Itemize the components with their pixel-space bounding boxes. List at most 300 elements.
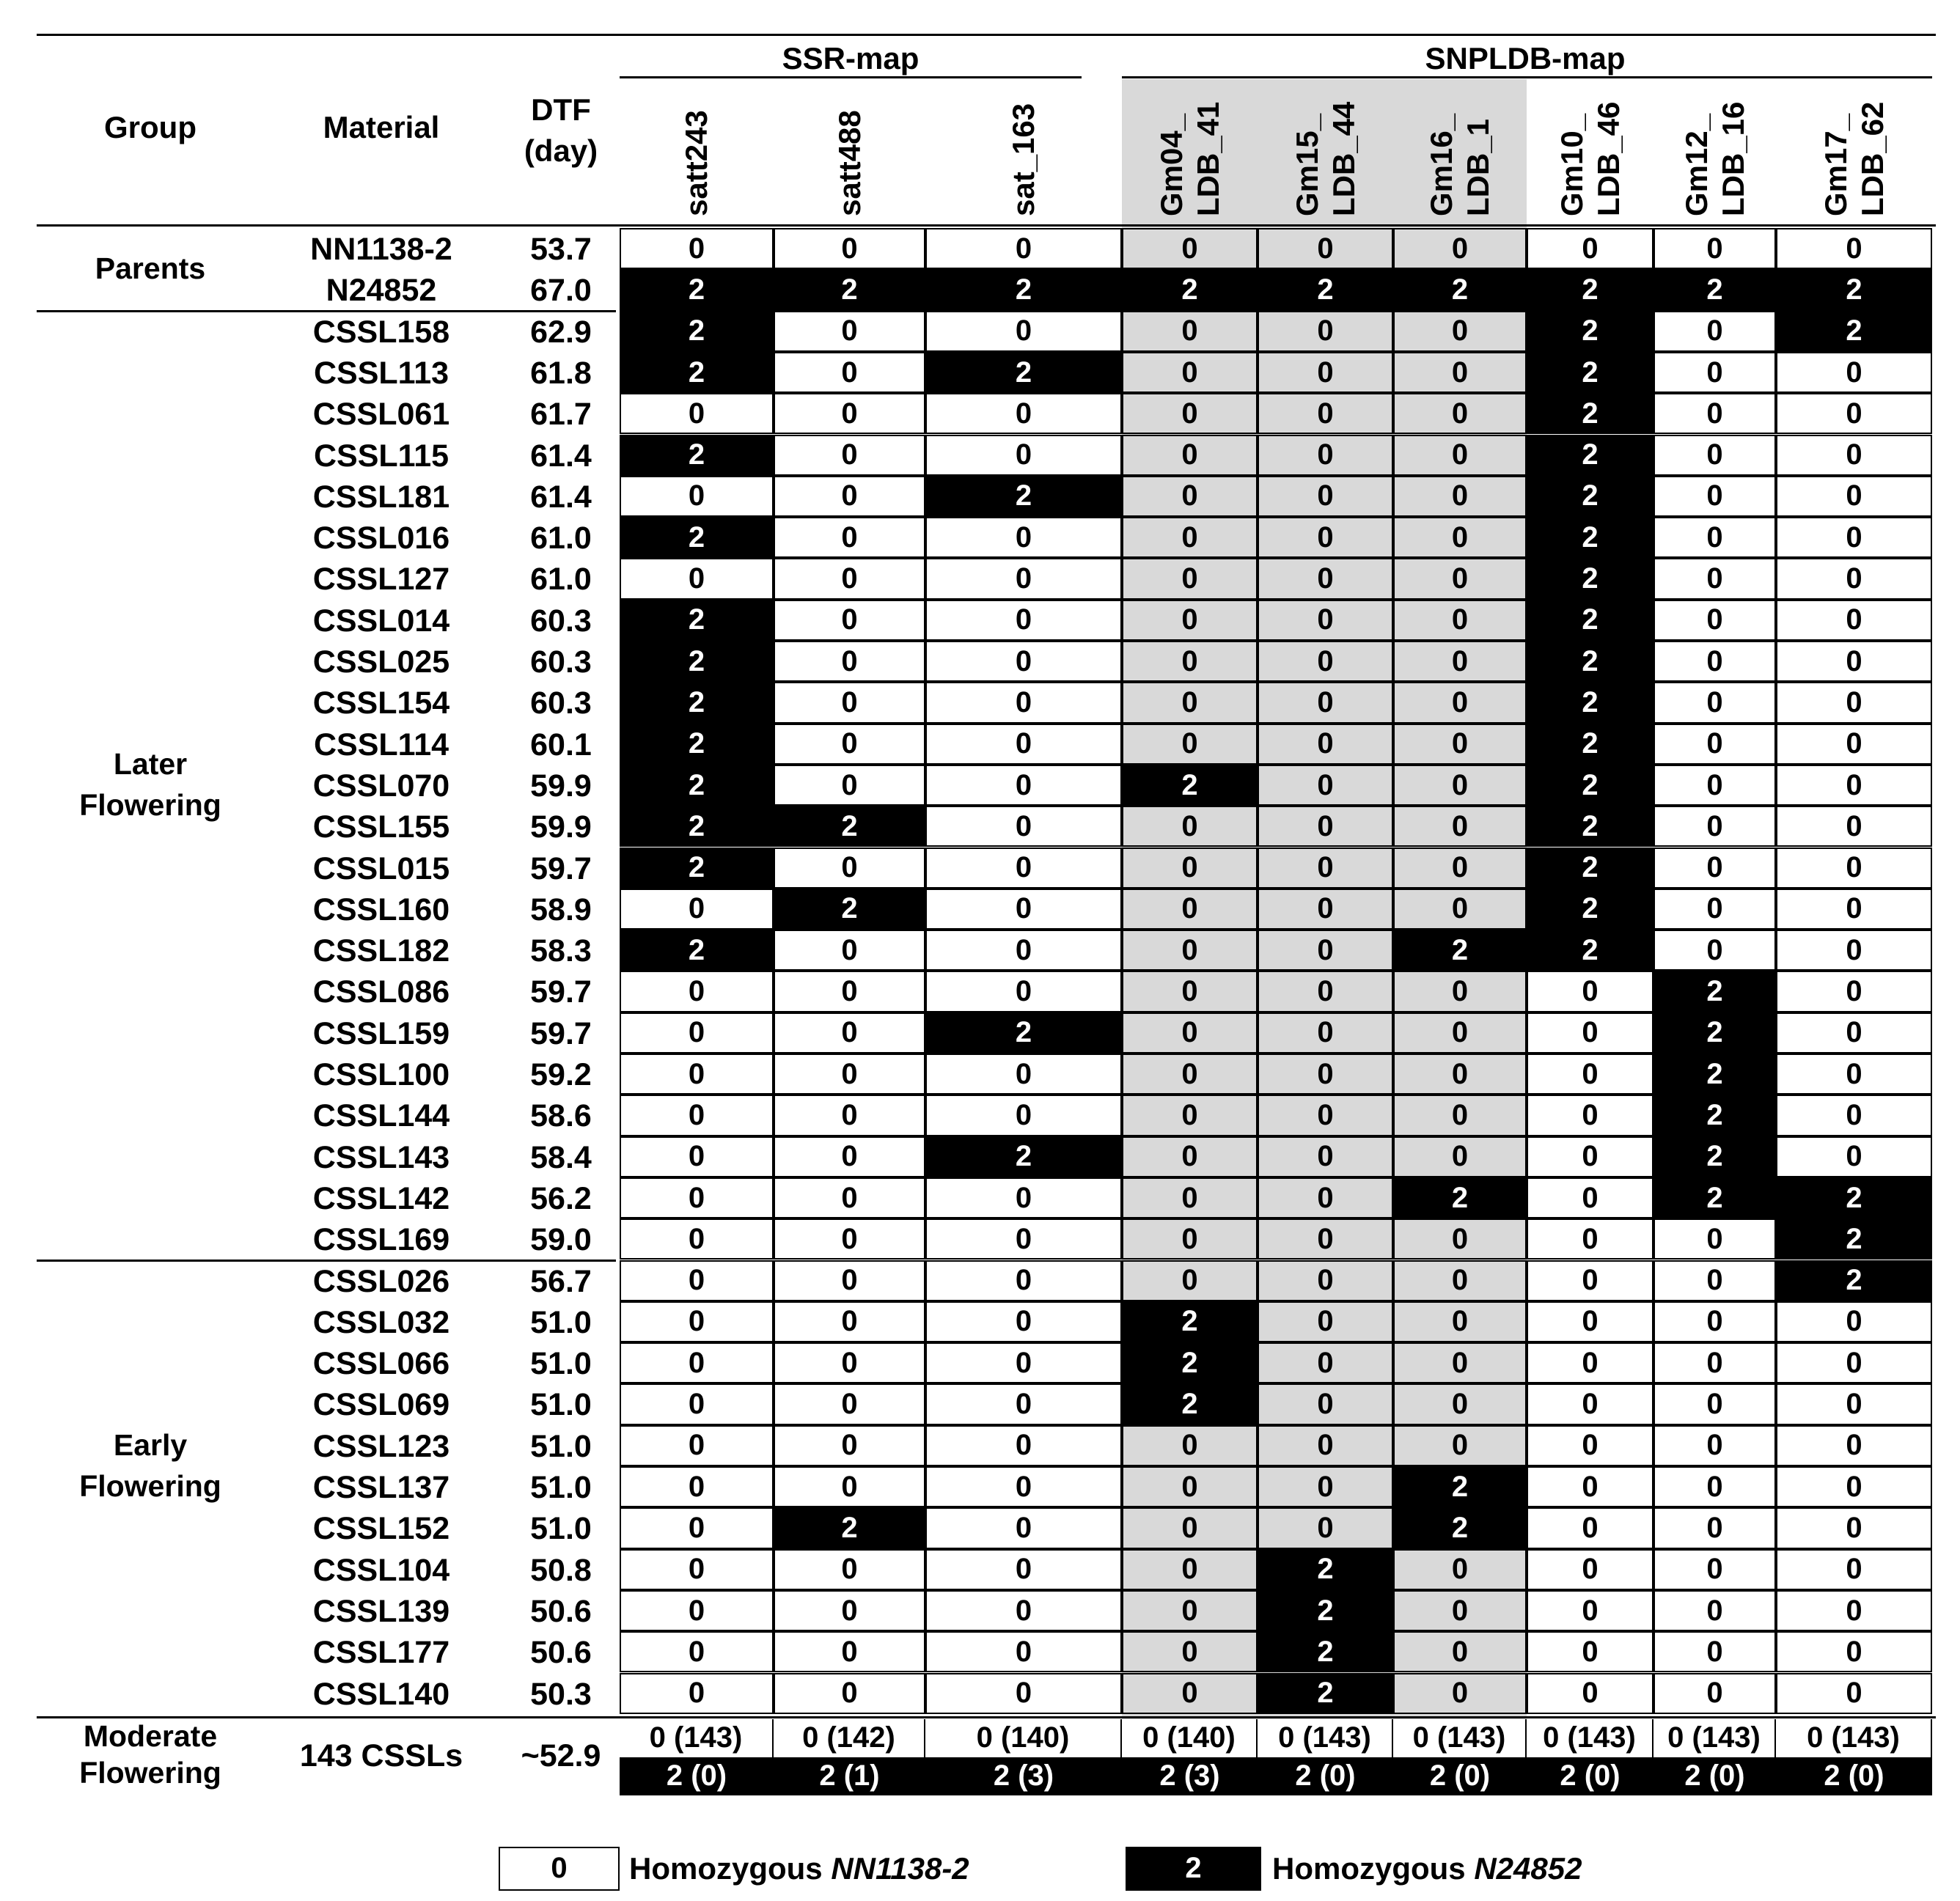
genotype-cell: 2 [620,806,774,847]
genotype-cell: 0 [1122,228,1258,269]
genotype-cell: 0 [1393,682,1527,723]
marker-label-line: LDB_46 [1590,101,1626,216]
genotype-cell: 0 [620,1218,774,1260]
genotype-cell: 0 [1393,1673,1527,1714]
genotype-cell: 0 [620,1260,774,1301]
genotype-cell: 2 [774,889,925,930]
genotype-cell: 0 [1258,1177,1393,1218]
genotype-cell: 0 [1258,682,1393,723]
material-name: NN1138-2 [310,232,452,267]
genotype-cell: 0 [1258,1012,1393,1054]
genotype-cell: 0 [1258,806,1393,847]
genotype-cell: 0 [1653,1260,1776,1301]
genotype-cell: 0 [1653,682,1776,723]
genotype-cell: 0 [1653,558,1776,599]
marker-label-line: Gm10_ [1554,113,1589,216]
header-bottom-rule [37,224,1936,227]
genotype-cell: 0 [1122,1549,1258,1590]
genotype-cell: 0 [1258,1466,1393,1507]
genotype-cell: 2 [620,269,774,310]
genotype-cell: 2 [1776,269,1932,310]
genotype-cell: 2 [1527,269,1653,310]
genotype-cell: 0 [1527,1136,1653,1177]
genotype-cell: 0 [1776,1342,1932,1383]
genotype-cell: 0 [1653,1301,1776,1342]
genotype-cell: 2 [925,1136,1122,1177]
genotype-cell: 0 [1527,1507,1653,1548]
dtf-value: 56.7 [530,1263,592,1299]
legend-label-2 [1272,1851,1582,1886]
genotype-cell: 0 [1122,1631,1258,1672]
genotype-cell: 2 [925,1012,1122,1054]
dtf-value: 58.6 [530,1098,592,1134]
legend-swatch-0: 0 [499,1847,620,1891]
summary-count-0: 0 (140) [925,1719,1122,1757]
genotype-cell: 0 [1122,1218,1258,1260]
genotype-cell: 0 [774,1177,925,1218]
genotype-cell: 0 [620,889,774,930]
genotype-cell: 0 [620,1012,774,1054]
genotype-cell: 0 [1776,558,1932,599]
group-label-line: Parents [95,251,206,286]
genotype-cell: 0 [1527,1260,1653,1301]
genotype-cell: 0 [1776,806,1932,847]
genotype-cell: 0 [620,558,774,599]
genotype-cell: 0 [774,641,925,682]
material-name: CSSL123 [312,1428,450,1464]
header-material: Material [323,110,440,144]
genotype-cell: 0 [1653,228,1776,269]
genotype-cell: 0 [1122,1507,1258,1548]
genotype-cell: 0 [1653,847,1776,889]
header-dtf-line1: DTF [531,92,591,127]
marker-label-line: LDB_62 [1854,101,1890,216]
material-name: CSSL014 [312,603,450,639]
material-name: CSSL159 [312,1015,450,1051]
genotype-cell: 0 [1122,889,1258,930]
genotype-cell: 0 [1653,641,1776,682]
genotype-cell: 2 [1653,269,1776,310]
genotype-cell: 2 [1653,1054,1776,1095]
genotype-cell: 0 [620,1673,774,1714]
genotype-cell: 0 [925,517,1122,558]
genotype-cell: 0 [1122,600,1258,641]
genotype-cell: 0 [1393,393,1527,434]
genotype-cell: 2 [1653,1012,1776,1054]
header-dtf [506,89,616,172]
genotype-cell: 2 [1527,724,1653,765]
material-name: CSSL015 [312,850,450,886]
marker-label [678,110,715,216]
genotype-cell: 2 [1776,1177,1932,1218]
group-label [44,248,257,289]
genotype-cell: 0 [774,1425,925,1466]
genotype-cell: 0 [774,1673,925,1714]
dtf-value: 51.0 [530,1470,592,1505]
genotype-cell: 2 [1393,1466,1527,1507]
material-name: CSSL177 [312,1635,450,1671]
genotype-cell: 0 [1527,1177,1653,1218]
genotype-cell: 0 [925,435,1122,476]
genotype-cell: 0 [1258,1301,1393,1342]
genotype-cell: 0 [1776,1095,1932,1136]
genotype-cell: 2 [1393,1507,1527,1548]
legend-swatch-2: 2 [1126,1847,1261,1891]
genotype-cell: 0 [620,1590,774,1631]
genotype-cell: 0 [1653,1425,1776,1466]
genotype-cell: 2 [620,641,774,682]
genotype-cell: 0 [1527,1218,1653,1260]
genotype-cell: 0 [1122,1260,1258,1301]
marker-label-line: LDB_44 [1326,101,1361,216]
genotype-cell: 0 [1122,724,1258,765]
genotype-cell: 0 [774,558,925,599]
genotype-cell: 2 [620,930,774,971]
genotype-cell: 0 [1776,1631,1932,1672]
genotype-cell: 0 [925,765,1122,806]
material-name: CSSL086 [312,974,450,1010]
material-name: CSSL100 [312,1057,450,1092]
genotype-cell: 0 [774,971,925,1012]
material-name: CSSL140 [312,1676,450,1712]
genotype-cell: 0 [925,1342,1122,1383]
legend-label-0 [629,1851,969,1886]
genotype-cell: 0 [1122,1673,1258,1714]
material-name: CSSL025 [312,644,450,680]
genotype-cell: 0 [1776,1590,1932,1631]
top-rule [37,34,1936,36]
genotype-cell: 0 [1653,930,1776,971]
genotype-cell: 0 [1122,930,1258,971]
group-label-line: Flowering [79,788,221,823]
genotype-cell: 0 [774,1466,925,1507]
genotype-cell: 0 [1393,1549,1527,1590]
marker-label [1818,102,1891,216]
dtf-value: 50.6 [530,1635,592,1671]
genotype-cell: 0 [620,476,774,517]
genotype-cell: 0 [774,517,925,558]
genotype-cell: 0 [1776,641,1932,682]
genotype-cell: 0 [1776,1301,1932,1342]
genotype-cell: 0 [620,1342,774,1383]
marker-label-line: Gm15_ [1289,113,1324,216]
summary-count-0: 0 (143) [620,1719,774,1757]
genotype-cell: 0 [774,435,925,476]
genotype-cell: 2 [774,269,925,310]
material-name: CSSL026 [312,1263,450,1299]
dtf-value: 67.0 [530,273,592,309]
genotype-cell: 0 [1653,889,1776,930]
dtf-value: 62.9 [530,314,592,350]
marker-label-line: Gm17_ [1818,113,1853,216]
summary-count-2: 2 (0) [1776,1757,1932,1795]
genotype-cell: 2 [1122,765,1258,806]
genotype-cell: 0 [1653,476,1776,517]
genotype-cell: 2 [1122,1342,1258,1383]
dtf-value: 53.7 [530,232,592,267]
genotype-cell: 0 [1258,1507,1393,1548]
material-name: CSSL160 [312,891,450,927]
summary-count-2: 2 (3) [1122,1757,1258,1795]
genotype-cell: 0 [774,724,925,765]
genotype-cell: 0 [925,1590,1122,1631]
material-name: CSSL144 [312,1098,450,1134]
genotype-cell: 0 [774,352,925,393]
genotype-cell: 2 [1653,1136,1776,1177]
genotype-cell: 0 [1653,1342,1776,1383]
genotype-cell: 0 [1653,393,1776,434]
genotype-cell: 0 [925,641,1122,682]
genotype-cell: 0 [1393,1136,1527,1177]
genotype-cell: 0 [1122,1054,1258,1095]
genotype-cell: 2 [1653,971,1776,1012]
genotype-cell: 0 [1393,228,1527,269]
genotype-cell: 2 [1527,600,1653,641]
genotype-cell: 0 [1776,600,1932,641]
genotype-cell: 0 [1776,1549,1932,1590]
genotype-cell: 0 [1393,311,1527,352]
genotype-cell: 2 [1122,1383,1258,1424]
genotype-cell: 0 [1527,1342,1653,1383]
genotype-cell: 2 [1527,682,1653,723]
material-name: CSSL182 [312,933,450,969]
summary-count-2: 2 (0) [1653,1757,1776,1795]
genotype-cell: 0 [1776,682,1932,723]
group-label-moderate [44,1718,257,1791]
genotype-cell: 0 [1776,724,1932,765]
genotype-cell: 0 [1122,435,1258,476]
genotype-cell: 0 [925,682,1122,723]
genotype-cell: 0 [925,1095,1122,1136]
dtf-value: 61.4 [530,479,592,515]
legend-text: Homozygous [629,1850,832,1886]
genotype-cell: 0 [1776,971,1932,1012]
genotype-cell: 0 [925,930,1122,971]
marker-label [1153,102,1227,216]
genotype-cell: 0 [1527,1383,1653,1424]
material-name: CSSL016 [312,521,450,556]
legend-parent: NN1138-2 [831,1850,969,1886]
material-name: 143 CSSLs [299,1738,463,1773]
material-name: CSSL137 [312,1470,450,1505]
genotype-cell: 0 [620,1054,774,1095]
genotype-cell: 0 [1393,476,1527,517]
genotype-cell: 0 [1258,393,1393,434]
dtf-value: 61.7 [530,397,592,433]
genotype-cell: 0 [1653,724,1776,765]
group-label-line: Flowering [79,1469,221,1503]
genotype-cell: 0 [925,1631,1122,1672]
genotype-cell: 0 [774,1260,925,1301]
summary-count-2: 2 (3) [925,1757,1122,1795]
group-label [44,1424,257,1507]
marker-label [1423,114,1497,216]
material-name: CSSL142 [312,1180,450,1216]
marker-label [1289,102,1362,216]
legend-text: Homozygous [1272,1850,1475,1886]
genotype-cell: 0 [925,228,1122,269]
dtf-value: 59.9 [530,768,592,804]
genotype-cell: 0 [1527,1425,1653,1466]
marker-label [1678,102,1752,216]
group-label-line: Early [113,1428,188,1462]
genotype-cell: 0 [1258,1054,1393,1095]
genotype-cell: 0 [925,889,1122,930]
genotype-cell: 0 [1393,971,1527,1012]
dtf-value: 50.8 [530,1552,592,1588]
genotype-cell: 0 [1653,352,1776,393]
genotype-cell: 2 [1527,517,1653,558]
genotype-cell: 0 [620,1136,774,1177]
genotype-cell: 0 [1258,930,1393,971]
genotype-cell: 0 [1258,352,1393,393]
genotype-cell: 0 [1393,1218,1527,1260]
genotype-cell: 0 [774,228,925,269]
dtf-value: 61.0 [530,521,592,556]
material-name: CSSL061 [312,397,450,433]
dtf-value: ~52.9 [521,1738,601,1773]
genotype-cell: 0 [1122,558,1258,599]
genotype-cell: 0 [1393,352,1527,393]
marker-label [1005,103,1042,216]
dtf-value: 51.0 [530,1428,592,1464]
genotype-cell: 0 [925,1673,1122,1714]
genotype-cell: 2 [1527,889,1653,930]
genotype-cell: 0 [620,1301,774,1342]
genotype-cell: 0 [925,971,1122,1012]
genotype-cell: 0 [1653,1673,1776,1714]
genotype-cell: 0 [1527,1012,1653,1054]
material-name: CSSL115 [313,438,449,474]
genotype-cell: 0 [925,600,1122,641]
genotype-cell: 0 [1527,1301,1653,1342]
genotype-cell: 2 [1527,930,1653,971]
genotype-cell: 0 [1393,1260,1527,1301]
genotype-cell: 0 [1527,1590,1653,1631]
dtf-value: 61.8 [530,355,592,391]
genotype-cell: 0 [1653,765,1776,806]
dtf-value: 61.0 [530,562,592,597]
marker-label-line: satt488 [832,110,867,216]
genotype-cell: 0 [620,1507,774,1548]
genotype-cell: 0 [1393,889,1527,930]
genotype-cell: 0 [925,847,1122,889]
genotype-cell: 0 [925,1425,1122,1466]
genotype-cell: 0 [1393,435,1527,476]
genotype-cell: 0 [1776,228,1932,269]
genotype-cell: 2 [1776,311,1932,352]
dtf-value: 58.4 [530,1139,592,1175]
dtf-value: 51.0 [530,1346,592,1382]
group-label [44,743,257,826]
genotype-cell: 2 [925,269,1122,310]
genotype-cell: 2 [1653,1177,1776,1218]
summary-count-2: 2 (0) [620,1757,774,1795]
genotype-cell: 2 [620,682,774,723]
genotype-cell: 0 [1527,1466,1653,1507]
genotype-cell: 0 [774,682,925,723]
genotype-cell: 0 [925,1054,1122,1095]
marker-label-line: satt243 [679,110,713,216]
genotype-cell: 0 [1393,1301,1527,1342]
genotype-cell: 0 [1393,517,1527,558]
genotype-cell: 0 [620,1425,774,1466]
genotype-cell: 0 [1393,641,1527,682]
genotype-cell: 0 [1393,1590,1527,1631]
genotype-cell: 2 [1776,1218,1932,1260]
genotype-cell: 0 [1653,806,1776,847]
genotype-cell: 0 [620,1383,774,1424]
summary-count-0: 0 (143) [1258,1719,1393,1757]
summary-count-0: 0 (142) [774,1719,925,1757]
genotype-cell: 2 [620,600,774,641]
material-name: CSSL070 [312,768,450,804]
summary-count-0: 0 (143) [1393,1719,1527,1757]
genotype-cell: 0 [1258,228,1393,269]
dtf-value: 60.1 [530,727,592,762]
material-name: CSSL152 [312,1511,450,1547]
genotype-cell: 0 [620,971,774,1012]
genotype-cell: 0 [1776,476,1932,517]
genotype-cell: 0 [1393,558,1527,599]
genotype-cell: 0 [925,1383,1122,1424]
marker-label-line: sat_163 [1006,103,1040,216]
genotype-cell: 0 [774,1549,925,1590]
genotype-cell: 0 [1122,1012,1258,1054]
genotype-cell: 0 [774,600,925,641]
genotype-cell: 0 [1776,393,1932,434]
genotype-cell: 0 [1122,971,1258,1012]
genotype-cell: 0 [925,558,1122,599]
header-dtf-line2: (day) [524,133,598,168]
genotype-cell: 0 [1258,847,1393,889]
genotype-cell: 2 [1527,558,1653,599]
genotype-cell: 0 [925,1507,1122,1548]
genotype-cell: 2 [1258,1631,1393,1672]
genotype-cell: 2 [1527,352,1653,393]
genotype-cell: 0 [1122,806,1258,847]
genotype-cell: 2 [1258,269,1393,310]
genotype-cell: 2 [1527,641,1653,682]
genotype-cell: 0 [1122,517,1258,558]
genotype-cell: 0 [925,1218,1122,1260]
genotype-cell: 0 [1122,1136,1258,1177]
dtf-value: 59.2 [530,1057,592,1092]
summary-count-2: 2 (1) [774,1757,925,1795]
genotype-cell: 0 [1258,1136,1393,1177]
genotype-cell: 0 [1776,1136,1932,1177]
genotype-cell: 0 [1527,1549,1653,1590]
genotype-cell: 2 [774,806,925,847]
genotype-cell: 2 [620,847,774,889]
genotype-cell: 0 [1653,1383,1776,1424]
material-name: CSSL169 [312,1222,450,1258]
genotype-cell: 0 [774,1054,925,1095]
genotype-cell: 0 [1122,682,1258,723]
dtf-value: 59.9 [530,809,592,845]
marker-label-line: LDB_41 [1190,101,1225,216]
material-name: CSSL066 [312,1346,450,1382]
genotype-cell: 2 [1527,393,1653,434]
genotype-cell: 2 [620,517,774,558]
dtf-value: 59.7 [530,850,592,886]
genotype-cell: 0 [1776,1673,1932,1714]
genotype-cell: 2 [1393,930,1527,971]
genotype-cell: 2 [620,352,774,393]
genotype-cell: 2 [1527,806,1653,847]
material-name: CSSL154 [312,685,450,721]
genotype-cell: 2 [1527,847,1653,889]
